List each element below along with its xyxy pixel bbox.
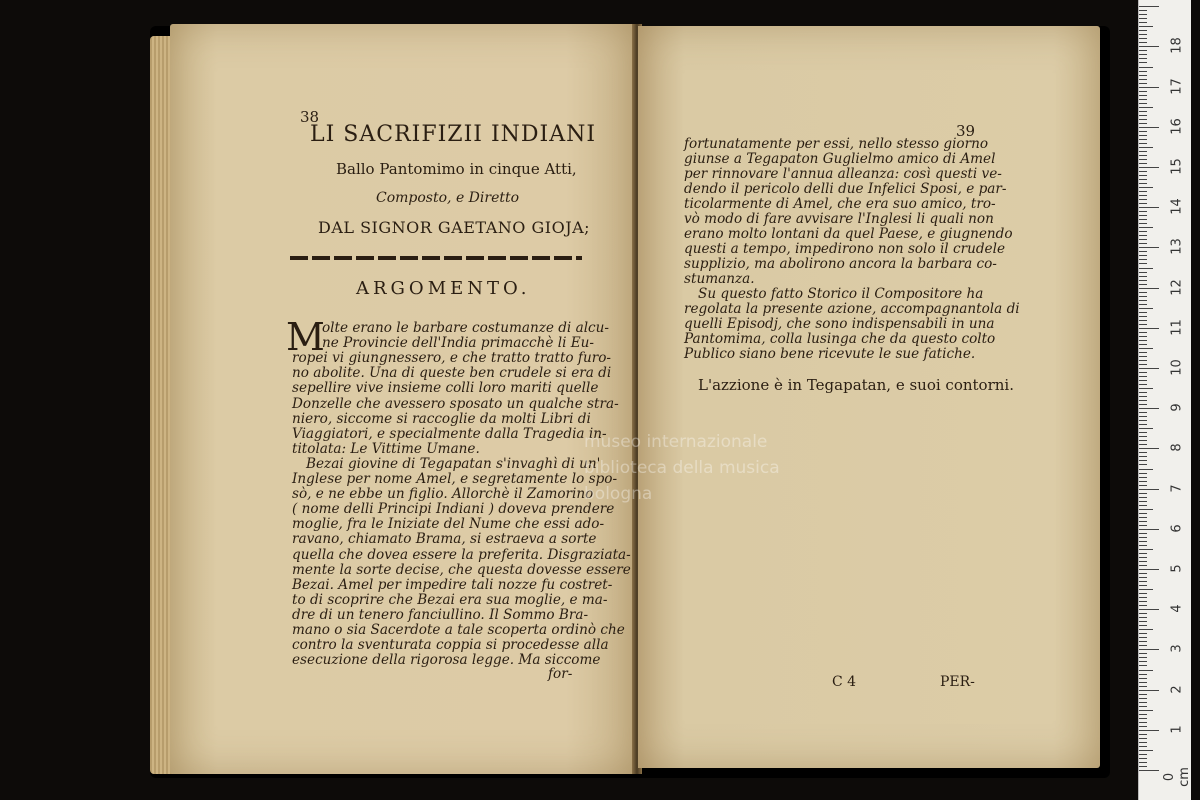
ruler-tick: [1139, 352, 1147, 353]
ruler-tick: [1139, 42, 1147, 43]
ruler-tick: [1139, 766, 1147, 767]
ruler-tick: [1139, 288, 1159, 289]
ruler-label: 16: [1169, 118, 1185, 135]
ruler-label: 11: [1169, 319, 1185, 336]
ruler-tick: [1139, 67, 1153, 68]
text-line: titolata: Le Vittime Umane.: [292, 440, 480, 457]
ruler-tick: [1139, 344, 1147, 345]
ruler-tick: [1139, 384, 1147, 385]
ruler-tick: [1139, 179, 1147, 180]
ruler-tick: [1139, 408, 1159, 409]
ruler-tick: [1139, 661, 1147, 662]
ruler-tick: [1139, 58, 1147, 59]
watermark-line-1: museo internazionale: [584, 432, 768, 452]
ruler-tick: [1139, 670, 1153, 671]
text-line: vò modo di fare avvisare l'Inglesi li quali non: [684, 211, 994, 227]
ruler-tick: [1139, 641, 1147, 642]
ruler-label: 5: [1169, 564, 1185, 573]
signature-mark: C 4: [832, 674, 857, 690]
ruler-tick: [1139, 746, 1147, 747]
ruler-tick: [1139, 272, 1147, 273]
ruler-tick: [1139, 521, 1147, 522]
ruler-tick: [1139, 300, 1147, 301]
ruler-tick: [1139, 464, 1147, 465]
ruler-tick: [1139, 686, 1147, 687]
ruler-tick: [1139, 694, 1147, 695]
drop-cap: M: [286, 315, 325, 359]
ruler-tick: [1139, 227, 1153, 228]
ruler-tick: [1139, 529, 1159, 530]
ruler-tick: [1139, 545, 1147, 546]
ruler-tick: [1139, 259, 1147, 260]
ballet-title: LI SACRIFIZII INDIANI: [310, 122, 597, 147]
ruler-tick: [1139, 26, 1153, 27]
text-line: quella che dovea essere la preferita. Disgraziata-: [292, 546, 631, 563]
ruler-tick: [1139, 489, 1159, 490]
ruler-tick: [1139, 30, 1147, 31]
ruler-tick: [1139, 481, 1147, 482]
text-line: fortunatamente per essi, nello stesso giorno: [684, 136, 989, 152]
ruler-tick: [1139, 79, 1147, 80]
ruler-tick: [1139, 34, 1147, 35]
text-line: mente la sorte decise, che questa dovesse essere: [292, 561, 631, 578]
ruler-tick: [1139, 509, 1153, 510]
ruler-label: 2: [1169, 684, 1185, 694]
ruler-label: 17: [1169, 77, 1185, 95]
ruler-tick: [1139, 336, 1147, 337]
ruler-tick: [1139, 710, 1153, 711]
text-line: esecuzione della rigorosa legge. Ma siccome: [292, 652, 601, 669]
ruler-tick: [1139, 621, 1147, 622]
ruler-tick: [1139, 147, 1153, 148]
ruler-tick: [1139, 304, 1147, 305]
ruler-tick: [1139, 698, 1147, 699]
ruler-tick: [1139, 770, 1159, 771]
ruler-tick: [1139, 513, 1147, 514]
ruler-tick: [1139, 452, 1147, 453]
ruler-tick: [1139, 573, 1147, 574]
ruler-tick: [1139, 657, 1147, 658]
ruler-tick: [1139, 633, 1147, 634]
ruler-tick: [1139, 239, 1147, 240]
ruler-label: 7: [1169, 483, 1185, 493]
ruler-tick: [1139, 645, 1147, 646]
ruler-tick: [1139, 211, 1147, 212]
text-line: Bezai. Amel per impedire tali nozze fu costret-: [292, 576, 613, 593]
ruler-tick: [1139, 103, 1147, 104]
ruler-tick: [1139, 714, 1147, 715]
ruler-tick: [1139, 553, 1147, 554]
text-line: moglie, fra le Iniziate del Nume che essi ado-: [292, 516, 605, 533]
text-line: olte erano le barbare costumanze di alcu-: [322, 320, 610, 336]
ruler-tick: [1139, 215, 1147, 216]
ruler-label: 3: [1169, 644, 1185, 654]
ruler-tick: [1139, 364, 1147, 365]
ruler-tick: [1139, 75, 1147, 76]
ruler-tick: [1139, 477, 1147, 478]
ruler-tick: [1139, 191, 1147, 192]
ruler-tick: [1139, 372, 1147, 373]
ruler-tick: [1139, 143, 1147, 144]
ruler-tick: [1139, 420, 1147, 421]
ruler-tick: [1139, 730, 1159, 731]
ruler-tick: [1139, 649, 1159, 650]
ruler-label: 6: [1169, 524, 1185, 533]
ruler-label: 4: [1169, 604, 1185, 613]
ruler-tick: [1139, 187, 1153, 188]
text-line: Viaggiatori, e specialmente dalla Tragedia in-: [292, 425, 607, 442]
ruler-tick: [1139, 497, 1147, 498]
ruler-tick: [1139, 758, 1147, 759]
ruler-tick: [1139, 734, 1147, 735]
text-line: supplizio, ma abolirono ancora la barbara co-: [684, 256, 997, 272]
ruler-tick: [1139, 280, 1147, 281]
ruler-tick: [1139, 653, 1147, 654]
ruler-tick: [1139, 231, 1147, 232]
ruler-tick: [1139, 726, 1147, 727]
ruler-tick: [1139, 360, 1147, 361]
ballet-subtitle: Ballo Pantomimo in cinque Atti,: [336, 160, 577, 178]
ruler-tick: [1139, 115, 1147, 116]
ruler-label: 14: [1169, 198, 1185, 215]
watermark-line-3: bologna: [584, 484, 653, 504]
ruler-tick: [1139, 247, 1159, 248]
ruler-tick: [1139, 163, 1147, 164]
ruler-tick: [1139, 432, 1147, 433]
ruler-tick: [1139, 593, 1147, 594]
ruler-tick: [1139, 380, 1147, 381]
right-catchword: PER-: [940, 674, 975, 690]
ruler-tick: [1139, 155, 1147, 156]
ruler-tick: [1139, 428, 1153, 429]
ruler-tick: [1139, 469, 1153, 470]
ruler-tick: [1139, 50, 1147, 51]
ruler-tick: [1139, 485, 1147, 486]
ruler-tick: [1139, 296, 1147, 297]
ruler-tick: [1139, 251, 1147, 252]
ruler-tick: [1139, 276, 1147, 277]
ruler-tick: [1139, 404, 1147, 405]
ruler-tick: [1139, 195, 1147, 196]
ruler-tick: [1139, 62, 1147, 63]
ruler-tick: [1139, 541, 1147, 542]
text-line: sò, e ne ebbe un figlio. Allorchè il Zamorino: [292, 486, 594, 503]
ruler-tick: [1139, 392, 1147, 393]
ruler-tick: [1139, 738, 1147, 739]
ruler-tick: [1139, 243, 1147, 244]
ruler-tick: [1139, 569, 1159, 570]
ruler-tick: [1139, 561, 1147, 562]
ornamental-rule: [290, 256, 582, 260]
ruler-tick: [1139, 111, 1147, 112]
ruler-tick: [1139, 609, 1159, 610]
ruler-tick: [1139, 762, 1147, 763]
ruler-tick: [1139, 268, 1153, 269]
ruler-tick: [1139, 135, 1147, 136]
ruler-label: 13: [1169, 238, 1185, 256]
ruler-tick: [1139, 400, 1147, 401]
ruler-label: 12: [1169, 278, 1185, 296]
ruler-tick: [1139, 690, 1159, 691]
ruler-tick: [1139, 223, 1147, 224]
text-line: niero, siccome si raccoglie da molti Libri di: [292, 410, 591, 427]
ruler-tick: [1139, 440, 1147, 441]
ruler-tick: [1139, 87, 1159, 88]
ruler-tick: [1139, 151, 1147, 152]
ruler-tick: [1139, 14, 1147, 15]
text-line: Pantomima, colla lusinga che da questo colto: [684, 331, 996, 347]
ruler-tick: [1139, 625, 1147, 626]
ruler-tick: [1139, 199, 1147, 200]
ruler-tick: [1139, 456, 1147, 457]
ruler-label: 10: [1169, 359, 1185, 376]
text-line: Publico siano bene ricevute le sue fatiche.: [684, 346, 976, 362]
ruler-tick: [1139, 501, 1147, 502]
ruler-tick: [1139, 18, 1147, 19]
ruler-tick: [1139, 91, 1147, 92]
ruler-tick: [1139, 493, 1147, 494]
ruler-tick: [1139, 505, 1147, 506]
ruler-tick: [1139, 183, 1147, 184]
text-line: stumanza.: [684, 271, 755, 287]
ruler-tick: [1139, 605, 1147, 606]
ruler-label: 18: [1169, 37, 1185, 55]
ruler-tick: [1139, 537, 1147, 538]
text-line: Inglese per nome Amel, e segretamente lo spo-: [292, 471, 618, 487]
ruler-tick: [1139, 10, 1147, 11]
ruler-tick: [1139, 54, 1147, 55]
ruler-tick: [1139, 533, 1147, 534]
text-line: ne Provincie dell'India primacchè li Eu-: [322, 335, 595, 352]
ruler-tick: [1139, 123, 1147, 124]
author-line: DAL SIGNOR GAETANO GIOJA;: [318, 218, 591, 237]
ruler-tick: [1139, 235, 1147, 236]
ruler-tick: [1139, 320, 1147, 321]
ruler-tick: [1139, 71, 1147, 72]
ruler-tick: [1139, 159, 1147, 160]
ruler-tick: [1139, 348, 1153, 349]
ruler-tick: [1139, 376, 1147, 377]
ruler-tick: [1139, 678, 1147, 679]
ruler-tick: [1139, 396, 1147, 397]
ruler-tick: [1139, 718, 1147, 719]
ruler-tick: [1139, 424, 1147, 425]
ruler-tick: [1139, 597, 1147, 598]
ruler-tick: [1139, 613, 1147, 614]
ruler-tick: [1139, 255, 1147, 256]
text-line: ropei vi giungnessero, e che tratto tratto furo-: [292, 350, 611, 367]
ruler-tick: [1139, 119, 1147, 120]
ruler-tick: [1139, 682, 1147, 683]
ruler-tick: [1139, 448, 1159, 449]
text-line: ( nome delli Principi Indiani ) doveva prendere: [292, 501, 615, 518]
text-line: mano o sia Sacerdote a tale scoperta ordinò che: [292, 622, 625, 638]
ruler-tick: [1139, 436, 1147, 437]
ruler-tick: [1139, 674, 1147, 675]
ruler-tick: [1139, 316, 1147, 317]
text-line: ravano, chiamato Brama, si estraeva a sorte: [292, 531, 597, 548]
composed-line: Composto, e Diretto: [376, 190, 520, 206]
ruler-tick: [1139, 444, 1147, 445]
ruler-tick: [1139, 754, 1147, 755]
ruler-tick: [1139, 629, 1153, 630]
ruler-tick: [1139, 6, 1159, 7]
ruler-tick: [1139, 127, 1159, 128]
argomento-heading: ARGOMENTO.: [356, 278, 531, 299]
text-line: no abolite. Una di queste ben crudele si era di: [292, 365, 612, 382]
ruler-tick: [1139, 601, 1147, 602]
ruler-tick: [1139, 46, 1159, 47]
ruler-tick: [1139, 292, 1147, 293]
ruler-tick: [1139, 308, 1153, 309]
ruler-tick: [1139, 175, 1147, 176]
left-catchword: for-: [548, 666, 573, 682]
ruler-tick: [1139, 412, 1147, 413]
ruler-tick: [1139, 460, 1147, 461]
ruler-tick: [1139, 131, 1147, 132]
setting-line: L'azzione è in Tegapatan, e suoi contorni.: [698, 376, 1014, 394]
ruler-tick: [1139, 83, 1147, 84]
ruler-tick: [1139, 525, 1147, 526]
ruler-tick: [1139, 207, 1159, 208]
ruler-tick: [1139, 167, 1159, 168]
ruler-label: 8: [1169, 443, 1185, 453]
ruler-label: 9: [1169, 403, 1185, 412]
ruler-tick: [1139, 263, 1147, 264]
ruler-tick: [1139, 171, 1147, 172]
watermark-line-2: biblioteca della musica: [584, 458, 780, 478]
ruler-tick: [1139, 549, 1153, 550]
left-page-number: 38: [300, 108, 320, 126]
ruler-tick: [1139, 312, 1147, 313]
ruler-tick: [1139, 577, 1147, 578]
text-line: Su questo fatto Storico il Compositore ha: [698, 286, 984, 302]
text-line: ticolarmente di Amel, che era suo amico, tro-: [684, 196, 996, 212]
text-line: questi a tempo, impedirono non solo il crudele: [684, 241, 1005, 257]
text-line: sepellire vive insieme colli loro mariti quelle: [292, 380, 599, 397]
ruler-tick: [1139, 617, 1147, 618]
ruler-tick: [1139, 722, 1147, 723]
ruler-tick: [1139, 581, 1147, 582]
ruler-tick: [1139, 203, 1147, 204]
text-line: giunse a Tegapaton Guglielmo amico di Amel: [684, 151, 996, 167]
ruler-tick: [1139, 95, 1147, 96]
ruler-tick: [1139, 99, 1147, 100]
ruler-tick: [1139, 219, 1147, 220]
ruler-tick: [1139, 473, 1147, 474]
ruler-tick: [1139, 742, 1147, 743]
text-line: quelli Episodj, che sono indispensabili in una: [684, 316, 995, 332]
ruler-label: 1: [1169, 725, 1185, 734]
ruler-tick: [1139, 368, 1159, 369]
ruler-tick: [1139, 107, 1153, 108]
text-line: to di scoprire che Bezai era sua moglie, e ma-: [292, 591, 608, 608]
ruler-tick: [1139, 565, 1147, 566]
ruler-tick: [1139, 750, 1153, 751]
ruler-tick: [1139, 557, 1147, 558]
ruler-tick: [1139, 284, 1147, 285]
ruler-tick: [1139, 388, 1153, 389]
text-line: per rinnovare l'annua alleanza: così questi ve-: [684, 166, 1002, 182]
ruler-tick: [1139, 585, 1147, 586]
ruler-tick: [1139, 665, 1147, 666]
text-line: dendo il pericolo delli due Infelici Sposi, e par-: [684, 181, 1007, 197]
text-line: Donzelle che avessero sposato un qualche stra-: [292, 395, 619, 412]
ruler-tick: [1139, 332, 1147, 333]
ruler-tick: [1139, 340, 1147, 341]
text-line: Bezai giovine di Tegapatan s'invaghì di un': [306, 455, 601, 472]
text-line: dre di un tenero fanciullino. Il Sommo Bra-: [292, 606, 589, 623]
ruler-tick: [1139, 22, 1147, 23]
measurement-ruler: [1138, 0, 1191, 800]
ruler-tick: [1139, 589, 1153, 590]
right-page-number: 39: [956, 122, 976, 140]
ruler-tick: [1139, 139, 1147, 140]
ruler-tick: [1139, 416, 1147, 417]
text-line: contro la sventurata coppia si procedesse alla: [292, 637, 609, 654]
ruler-tick: [1139, 38, 1147, 39]
ruler-tick: [1139, 328, 1159, 329]
text-line: regolata la presente azione, accompagnantola di: [684, 301, 1020, 317]
ruler-tick: [1139, 324, 1147, 325]
ruler-tick: [1139, 356, 1147, 357]
text-line: erano molto lontani da quel Paese, e giugnendo: [684, 226, 1013, 242]
ruler-tick: [1139, 706, 1147, 707]
ruler-tick: [1139, 637, 1147, 638]
ruler-tick: [1139, 517, 1147, 518]
ruler-tick: [1139, 702, 1147, 703]
ruler-label: 15: [1169, 158, 1185, 175]
ruler-label: 0 cm: [1162, 767, 1192, 787]
